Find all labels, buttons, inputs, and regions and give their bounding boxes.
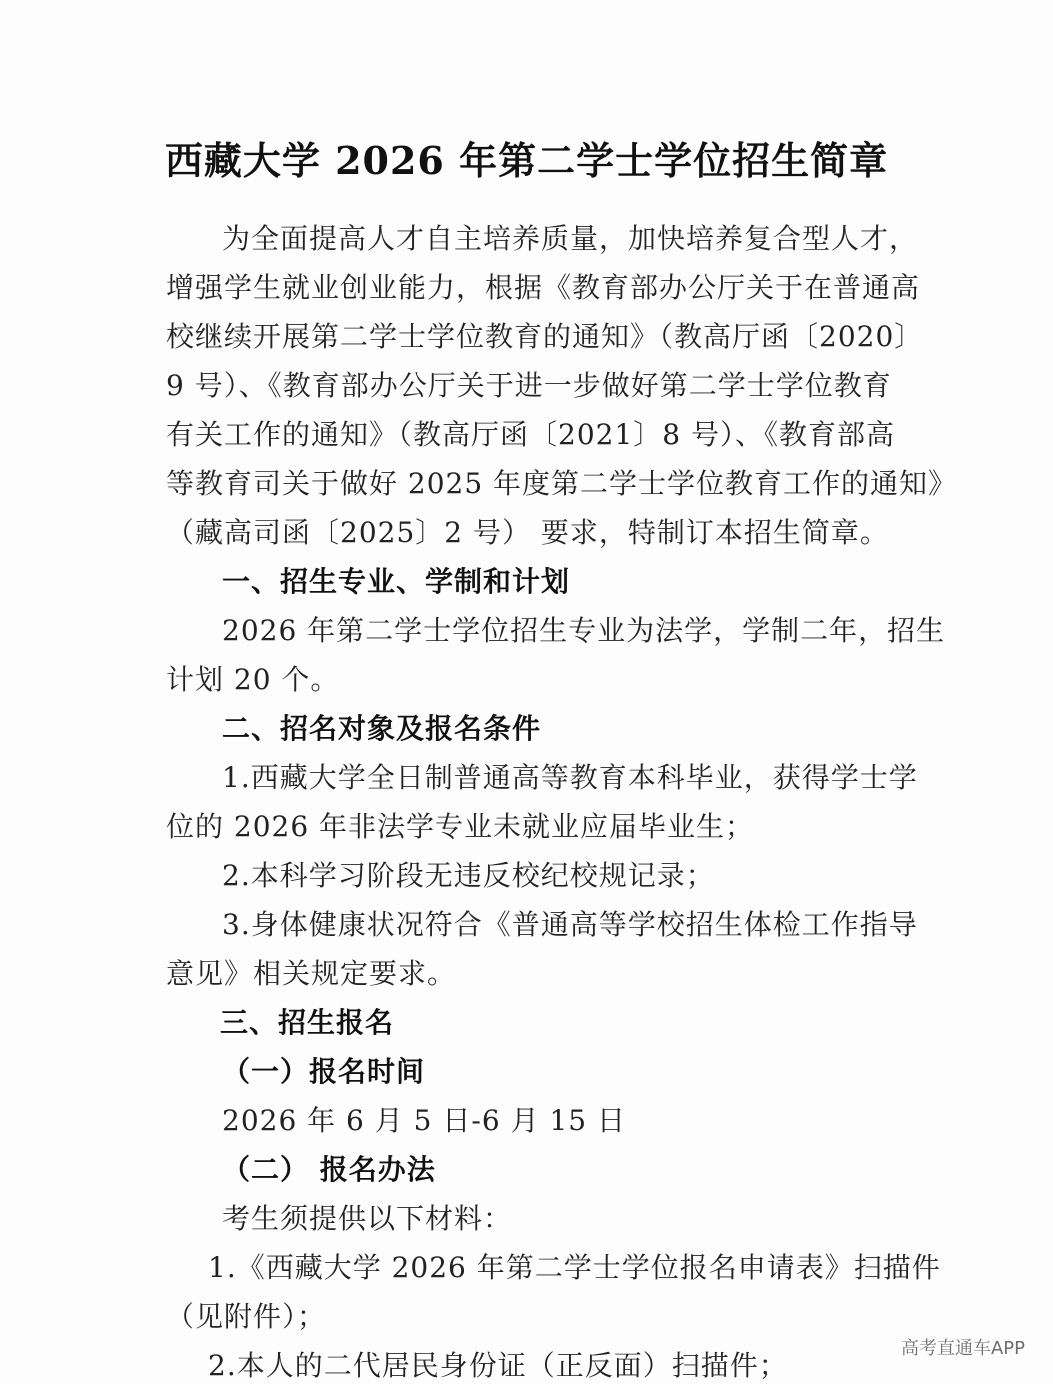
paragraph-line: 位的 2026 年非法学专业未就业应届毕业生； — [166, 810, 755, 843]
paragraph-line: 3.身体健康状况符合《普通高等学校招生体检工作指导 — [222, 908, 918, 941]
section-heading: （二） 报名办法 — [222, 1153, 436, 1186]
document-body — [166, 214, 958, 1390]
paragraph-line: 1.《西藏大学 2026 年第二学士学位报名申请表》扫描件 — [208, 1251, 941, 1284]
paragraph-line: 计划 20 个。 — [166, 663, 340, 696]
paragraph-line: 2.本科学习阶段无违反校纪校规记录； — [222, 859, 715, 892]
paragraph-line: 1.西藏大学全日制普通高等教育本科毕业，获得学士学 — [222, 761, 918, 794]
paragraph-line: 2026 年第二学士学位招生专业为法学，学制二年，招生 — [222, 614, 946, 647]
section-heading: （一）报名时间 — [222, 1055, 426, 1088]
paragraph-line: 有关工作的通知》（教高厅函〔2021〕8 号）、《教育部高 — [166, 418, 895, 451]
paragraph-line: 意见》相关规定要求。 — [166, 957, 457, 990]
paragraph-line: 2026 年 6 月 5 日-6 月 15 日 — [222, 1104, 626, 1137]
paragraph-line: 增强学生就业创业能力，根据《教育部办公厅关于在普通高 — [166, 271, 921, 304]
section-heading: 一、招生专业、学制和计划 — [222, 565, 571, 598]
paragraph-line: （见附件）； — [166, 1300, 327, 1333]
document-title: 西藏大学 2026 年第二学士学位招生简章 — [164, 138, 889, 183]
section-heading: 二、招名对象及报名条件 — [222, 712, 542, 745]
paragraph-line: 2.本人的二代居民身份证（正反面）扫描件； — [208, 1349, 788, 1382]
paragraph-line: 考生须提供以下材料： — [222, 1202, 513, 1235]
paragraph-line: 等教育司关于做好 2025 年度第二学士学位教育工作的通知》 — [166, 467, 958, 500]
paragraph-line: 校继续开展第二学士学位教育的通知》（教高厅函〔2020〕 — [166, 320, 924, 353]
section-heading: 三、招生报名 — [220, 1006, 395, 1039]
watermark-text: 高考直通车APP — [900, 1338, 1025, 1359]
paragraph-line: 为全面提高人才自主培养质量，加快培养复合型人才， — [222, 222, 919, 255]
paragraph-line: 9 号）、《教育部办公厅关于进一步做好第二学士学位教育 — [166, 369, 892, 402]
paragraph-line: （藏高司函〔2025〕2 号） 要求，特制订本招生简章。 — [166, 516, 889, 549]
